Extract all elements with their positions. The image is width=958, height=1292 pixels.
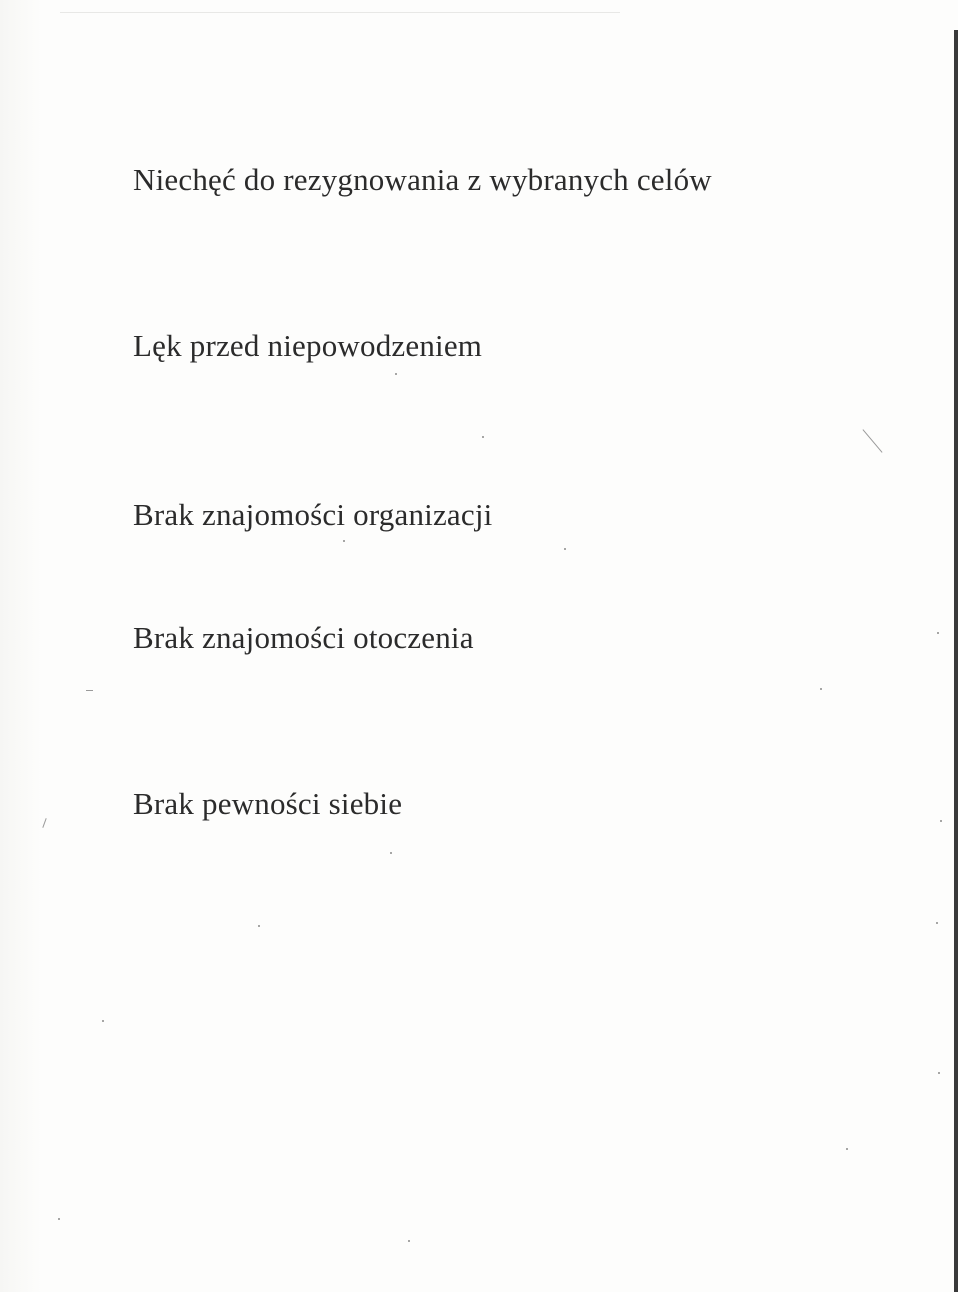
- scan-speck: [564, 548, 566, 550]
- scan-speck: [820, 688, 822, 690]
- text-line-2: Lęk przed niepowodzeniem: [133, 328, 483, 363]
- scan-mark: [862, 429, 882, 453]
- scan-speck: [936, 922, 938, 924]
- scan-speck: [58, 1218, 60, 1220]
- scan-speck: [408, 1240, 410, 1242]
- scan-mark: [86, 690, 93, 691]
- scan-edge-right: [954, 30, 958, 1292]
- text-line-4: Brak znajomości otoczenia: [133, 620, 474, 655]
- scan-shadow-left: [0, 0, 42, 1292]
- scan-edge-top: [60, 12, 620, 13]
- scan-speck: [938, 1072, 940, 1074]
- scan-speck: [940, 820, 942, 822]
- scan-speck: [102, 1020, 104, 1022]
- scan-speck: [390, 852, 392, 854]
- text-line-5: Brak pewności siebie: [133, 786, 403, 821]
- text-line-3: Brak znajomości organizacji: [133, 497, 493, 532]
- text-line-1: Niechęć do rezygnowania z wybranych celów: [133, 162, 712, 197]
- scan-speck: [846, 1148, 848, 1150]
- scan-mark: [42, 818, 46, 828]
- scan-speck: [937, 632, 939, 634]
- scan-speck: [482, 436, 484, 438]
- scan-speck: [395, 373, 397, 375]
- scan-speck: [343, 540, 345, 542]
- scan-speck: [258, 925, 260, 927]
